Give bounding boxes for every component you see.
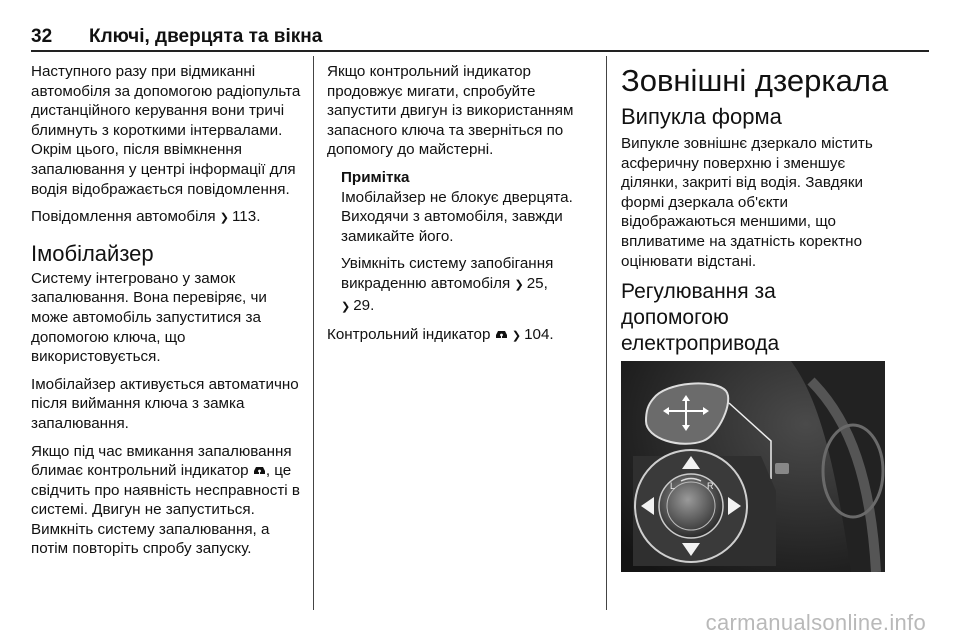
header-rule <box>31 50 929 52</box>
paragraph: Імобілайзер активується автоматично після виймання ключа з замка запалювання. <box>31 375 299 432</box>
column-1 <box>31 62 301 567</box>
page-reference-link[interactable]: ❯ 104. <box>512 326 554 343</box>
page-reference-link[interactable]: ❯ 29. <box>341 297 374 314</box>
section-heading-exterior-mirrors: Зовнішні дзеркала <box>621 63 889 98</box>
watermark: carmanualsonline.info <box>705 610 926 635</box>
heading-line: допомогою <box>621 306 729 330</box>
heading-line: електропривода <box>621 332 780 356</box>
column-divider-2 <box>606 56 607 610</box>
subheading-electric-adjustment <box>621 279 896 357</box>
paragraph-text: , це свідчить про наявність несправності в системі. Двигун не запуститься. Вимкніть систему запалювання, а потім повторіть спробу запуску. <box>31 462 300 558</box>
note-box <box>341 168 597 317</box>
column-3 <box>621 62 896 357</box>
section-heading-immobilizer: Імобілайзер <box>31 240 154 266</box>
column-divider-1 <box>313 56 314 610</box>
paragraph-text: Якщо під час вмикання запалювання блимає контрольний індикатор <box>31 442 292 480</box>
note-paragraph: Імобілайзер не блокує дверцята. Виходячи з автомобіля, завжди замикайте його. <box>341 188 573 245</box>
paragraph <box>327 325 597 347</box>
switch-label-left: L <box>670 481 676 491</box>
mirror-switch-icon <box>635 450 747 562</box>
heading-line: Регулювання за <box>621 280 776 304</box>
subheading-convex-shape: Випукла форма <box>621 104 782 129</box>
page-reference-link[interactable]: ❯ 25, <box>514 275 547 292</box>
paragraph <box>31 207 301 229</box>
paragraph-text: Повідомлення автомобіля <box>31 208 220 226</box>
paragraph: Випукле зовнішнє дзеркало містить асферичну поверхню і зменшує ділянки, закриті від водія. Завдяки формі дзеркала об'єкти відображаються меншими, що впливатиме на здатність коректно оцінювати відстані. <box>621 135 873 270</box>
paragraph-text: Увімкніть систему запобігання викраденню автомобіля <box>341 255 554 292</box>
mirror-adjustment-figure <box>621 361 885 572</box>
switch-label-right: R <box>707 481 714 491</box>
paragraph: Систему інтегровано у замок запалювання. Вона перевіряє, чи може автомобіль запуститися за допомогою ключа, що використовується. <box>31 269 267 366</box>
paragraph-text: Контрольний індикатор <box>327 326 495 344</box>
page-number: 32 <box>31 26 53 47</box>
immobilizer-car-key-icon <box>495 329 508 340</box>
immobilizer-car-key-icon <box>253 465 266 476</box>
paragraph: Якщо контрольний індикатор продовжує мигати, спробуйте запустити двигун із використанням запасного ключа та зверніться по допомогу до майстерні. <box>327 63 574 159</box>
paragraph <box>31 442 301 560</box>
paragraph: Наступного разу при відмиканні автомобіля за допомогою радіопульта дистанційного керування вони тричі блимнуть з короткими інтервалами. Окрім цього, після ввімкнення запалювання у центрі інформації для водія відображається повідомлення. <box>31 63 301 198</box>
note-paragraph <box>341 254 597 317</box>
page-header <box>31 26 322 48</box>
chapter-title: Ключі, дверцята та вікна <box>89 26 323 47</box>
page-reference-link[interactable]: ❯ 113. <box>220 208 261 225</box>
note-title: Примітка <box>341 168 410 186</box>
column-2 <box>327 62 597 355</box>
